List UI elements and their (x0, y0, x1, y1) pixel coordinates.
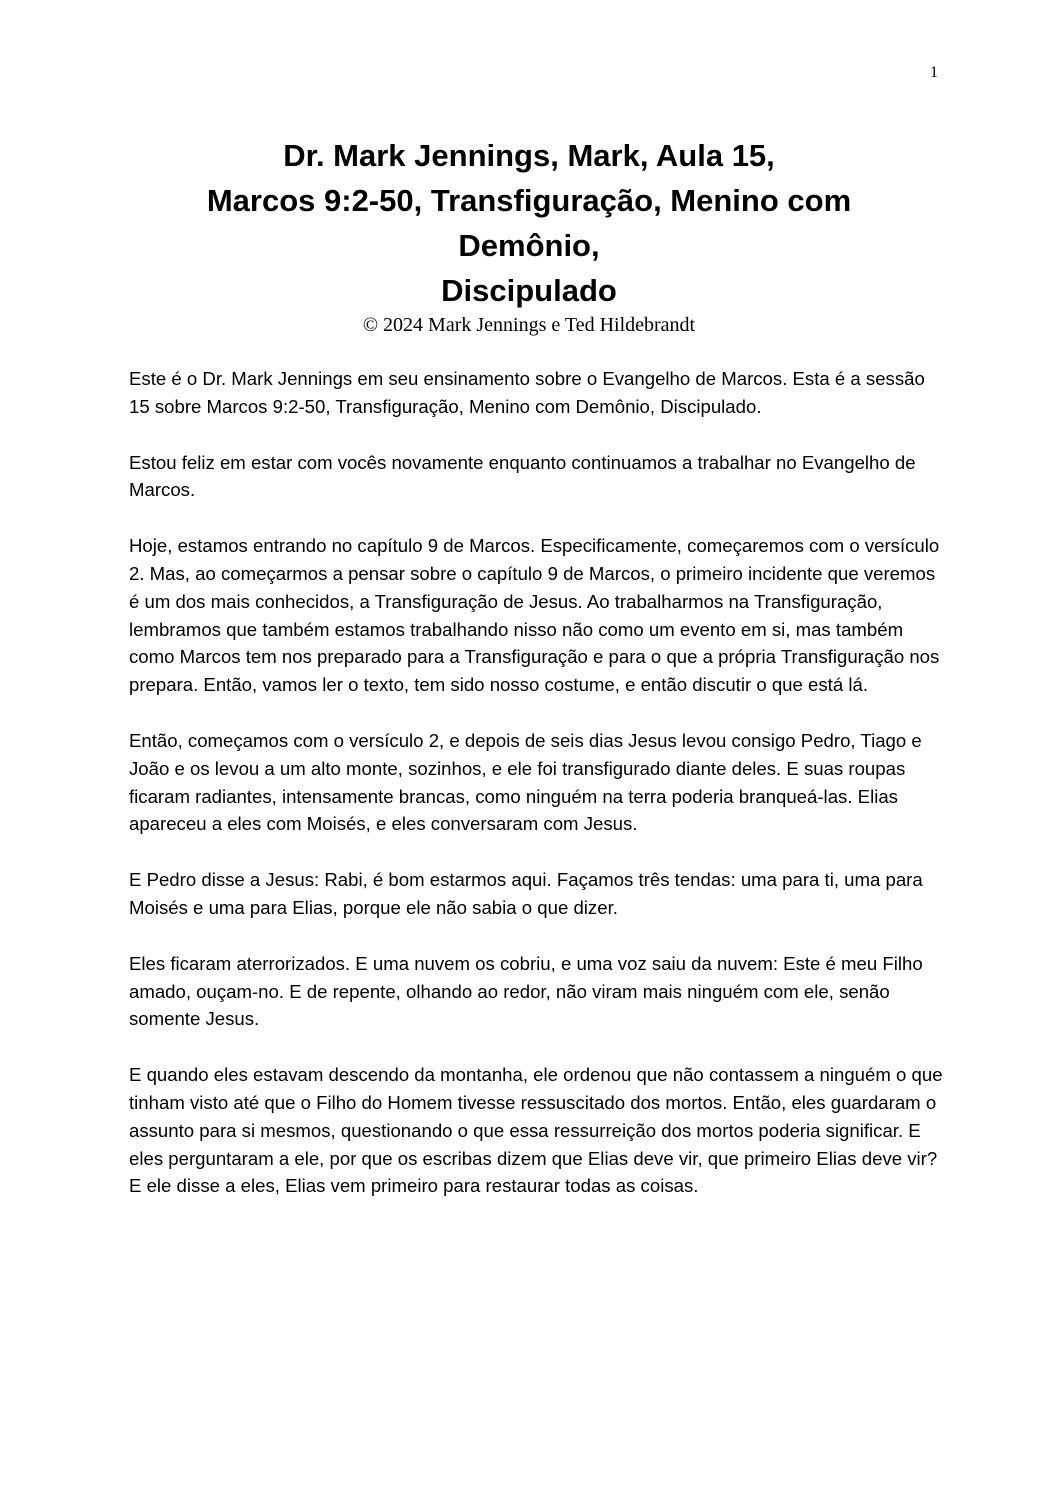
paragraph-peter: E Pedro disse a Jesus: Rabi, é bom estarmos aqui. Façamos três tendas: uma para ti, uma para Moisés e uma para Elias, porque ele não sabia o que dizer. (129, 869, 923, 918)
title-line-2: Marcos 9:2-50, Transfiguração, Menino com (206, 183, 852, 218)
document-body (129, 365, 944, 1228)
title-line-3: Demônio, (458, 228, 600, 263)
copyright-notice: © 2024 Mark Jennings e Ted Hildebrandt (362, 314, 696, 336)
paragraph-chapter-overview: Hoje, estamos entrando no capítulo 9 de Marcos. Especificamente, começaremos com o versículo 2. Mas, ao começarmos a pensar sobre o capítulo 9 de Marcos, o primeiro incidente que veremos é um dos mais conhecidos, a Transfiguração de Jesus. Ao trabalharmos na Transfiguração, lembramos que também estamos trabalhando nisso não como um evento em si, mas também como Marcos tem nos preparado para a Transfiguração e para o que a própria Transfiguração nos prepara. Então, vamos ler o texto, tem sido nosso costume, e então discutir o que está lá. (129, 535, 940, 696)
title-line-1: Dr. Mark Jennings, Mark, Aula 15, (283, 138, 775, 173)
paragraph-verse-2: Então, começamos com o versículo 2, e depois de seis dias Jesus levou consigo Pedro, Tiago e João e os levou a um alto monte, sozinhos, e ele foi transfigurado diante deles. E suas roupas ficaram radiantes, intensamente brancas, como ninguém na terra poderia branqueá-las. Elias apareceu a eles com Moisés, e eles conversaram com Jesus. (129, 729, 922, 835)
paragraph-greeting: Estou feliz em estar com vocês novamente enquanto continuamos a trabalhar no Evangelho de Marcos. (129, 451, 916, 501)
page-number: 1 (930, 64, 938, 81)
title-line-4: Discipulado (441, 273, 617, 308)
paragraph-cloud: Eles ficaram aterrorizados. E uma nuvem os cobriu, e uma voz saiu da nuvem: Este é meu Filho amado, ouçam-no. E de repente, olhando ao redor, não viram mais ninguém com ele, senão somente Jesus. (129, 952, 923, 1030)
document-title (100, 133, 958, 313)
paragraph-descending: E quando eles estavam descendo da montanha, ele ordenou que não contassem a ninguém o que tinham visto até que o Filho do Homem tivesse ressuscitado dos mortos. Então, eles guardaram o assunto para si mesmos, questionando o que essa ressurreição dos mortos poderia significar. E eles perguntaram a ele, por que os escribas dizem que Elias deve vir, que primeiro Elias deve vir? E ele disse a eles, Elias vem primeiro para restaurar todas as coisas. (129, 1064, 943, 1197)
paragraph-intro: Este é o Dr. Mark Jennings em seu ensinamento sobre o Evangelho de Marcos. Esta é a sessão 15 sobre Marcos 9:2-50, Transfiguração, Menino com Demônio, Discipulado. (129, 368, 925, 417)
